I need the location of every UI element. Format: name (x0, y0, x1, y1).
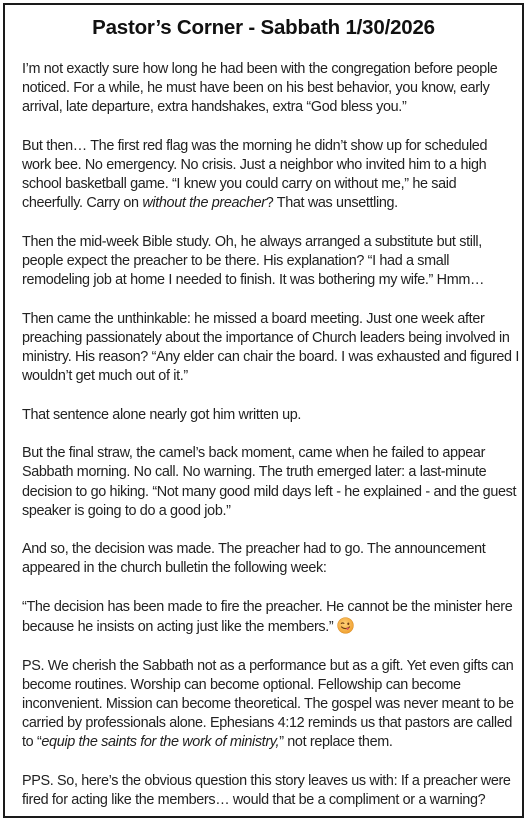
page-title: Pastor’s Corner - Sabbath 1/30/2026 (92, 16, 435, 39)
winking-tongue-emoji-icon (337, 617, 354, 634)
ps-end: ” not replace them. (279, 734, 393, 751)
paragraph-5: That sentence alone nearly got him written up. (22, 406, 302, 423)
paragraph-7: And so, the decision was made. The preacher had to go. The announcement appeared in the church bulletin the following week: (22, 541, 486, 577)
paragraph-4: Then came the unthinkable: he missed a board meeting. Just one week after preaching passionately about the importance of Church leaders being involved in ministry. His reason? “Any elder can chair the board. I was exhausted and figured I wouldn’t get much out of it.” (22, 310, 520, 384)
paragraph-3: Then the mid-week Bible study. Oh, he always arranged a substitute but still, people expect the preacher to be there. His explanation? “I had a small remodeling job at home I needed to finish. It was bothering my wife.” Hmm… (22, 233, 485, 289)
paragraph-2-text: But then… The first red flag was the morning he didn’t show up for scheduled work bee. No emergency. No crisis. Just a neighbor who invited him to a high school basketball game. “I knew you could carry on without me,” he said cheerfully. Carry on (22, 137, 488, 212)
paragraph-2-italic: without the preacher (142, 195, 266, 212)
article-body (22, 60, 519, 818)
paragraph-2 (22, 137, 519, 213)
paragraph-2-end: ? That was unsettling. (265, 195, 398, 212)
paragraph-ps (22, 657, 519, 752)
paragraph-pps: PPS. So, here’s the obvious question this story leaves us with: If a preacher were fired for acting like the members… would that be a compliment or a warning? (22, 772, 511, 809)
paragraph-1: I’m not exactly sure how long he had been with the congregation before people noticed. For a while, he must have been on his best behavior, you know, early arrival, late departure, extra handshakes, extra “God bless you.” (22, 61, 498, 116)
paragraph-6: But the final straw, the camel’s back moment, came when he failed to appear Sabbath morning. No call. No warning. The truth emerged later: a last-minute decision to go hiking. “Not many good mild days left - he explained - and the guest speaker is going to do a good job.” (22, 445, 517, 519)
bulletin-quote: “The decision has been made to fire the preacher. He cannot be the minister here because he insists on acting just like the members.” (22, 599, 513, 636)
ps-scripture-quote: equip the saints for the work of ministry, (41, 734, 280, 751)
ps-text: PS. We cherish the Sabbath not as a performance but as a gift. Yet even gifts can become routines. Worship can become optional. Fellowship can become inconvenient. Mission can become theoretical. The gospel was never meant to be carried by professionals alone. Ephesians 4:12 reminds us that pastors are called to “ (22, 657, 514, 751)
document-frame (3, 3, 524, 818)
paragraph-8 (22, 598, 519, 637)
